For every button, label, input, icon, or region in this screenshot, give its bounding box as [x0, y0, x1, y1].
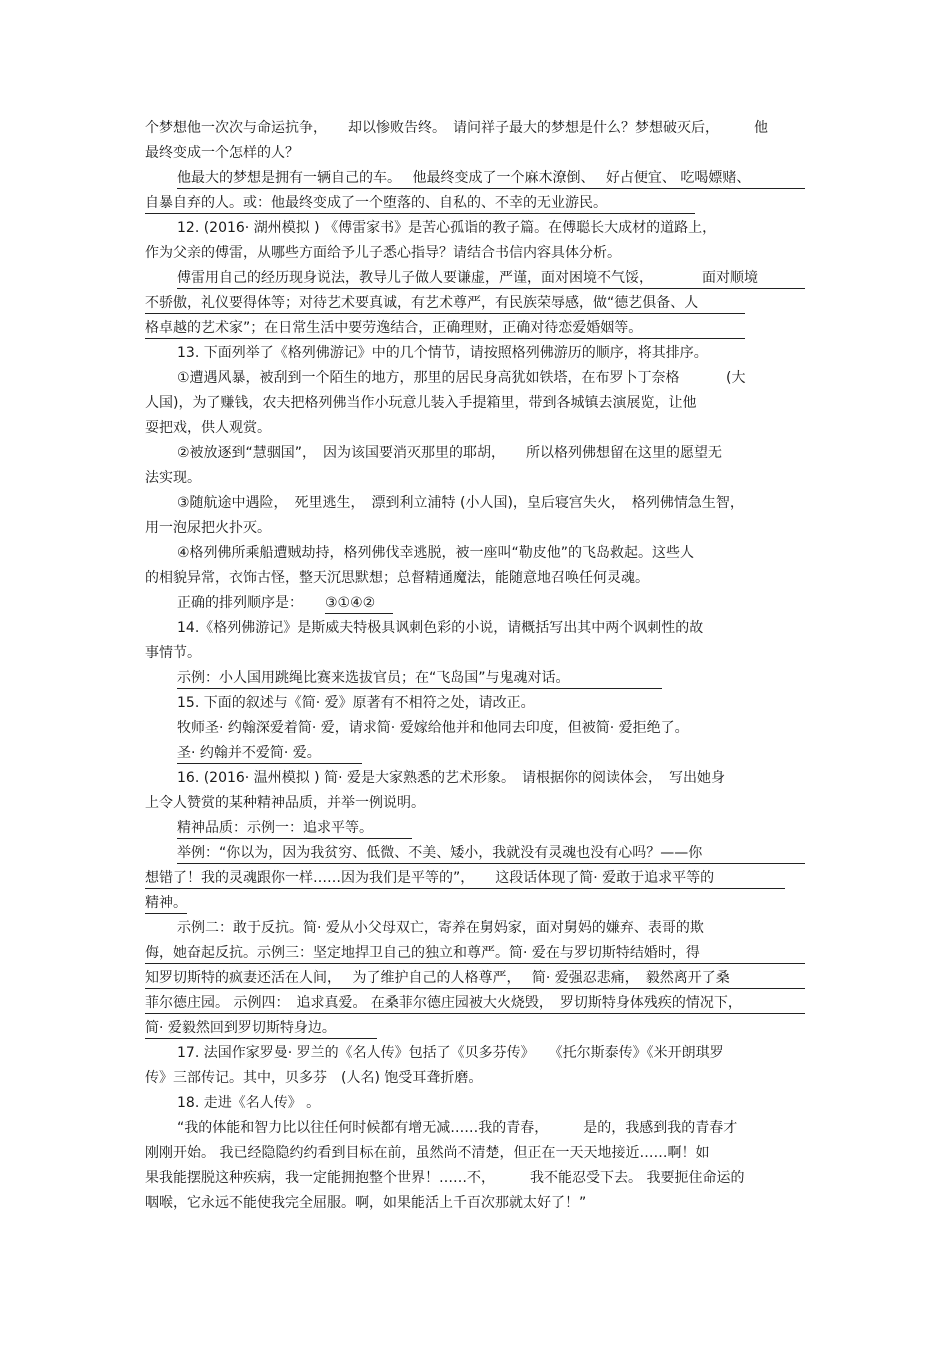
answer-line: 他最大的梦想是拥有一辆自己的车。 他最终变成了一个麻木潦倒、 好占便宜、 吃喝嫖赌、 — [177, 168, 805, 189]
question-14: 14.《格列佛游记》是斯威夫特极具讽刺色彩的小说，请概括写出其中两个讽刺性的故 — [177, 620, 704, 636]
answer-line: 想错了！我的灵魂跟你一样……因为我们是平等的”， 这段话体现了简· 爱敢于追求平等的 — [145, 868, 785, 889]
text-line: 牧师圣· 约翰深爱着简· 爱，请求简· 爱嫁给他并和他同去印度，但被简· 爱拒绝了。 — [177, 720, 689, 736]
text-line: 事情节。 — [145, 645, 201, 661]
text-line: 上令人赞赏的某种精神品质，并举一例说明。 — [145, 795, 425, 811]
text-line: ①遭遇风暴，被刮到一个陌生的地方，那里的居民身高犹如铁塔，在布罗卜丁奈格 (大 — [177, 370, 746, 386]
answer-line: 圣· 约翰并不爱简· 爱。 — [177, 743, 362, 764]
question-17: 17. 法国作家罗曼· 罗兰的《名人传》包括了《贝多芬传》 《托尔斯泰传》《米开朗琪罗 — [177, 1045, 724, 1061]
quote-line: 咽喉，它永远不能使我完全屈服。啊，如果能活上千百次那就太好了！” — [145, 1195, 587, 1211]
text-line: 耍把戏，供人观赏。 — [145, 420, 271, 436]
order-label: 正确的排列顺序是： — [177, 595, 303, 611]
answer-line: 精神品质：示例一：追求平等。 — [177, 818, 412, 839]
question-15: 15. 下面的叙述与《简· 爱》原著有不相符之处，请改正。 — [177, 695, 535, 711]
text-line: 传》三部传记。其中，贝多芬 (人名) 饱受耳聋折磨。 — [145, 1070, 483, 1086]
answer-line: 举例：“你以为，因为我贫穷、低微、不美、矮小，我就没有灵魂也没有心吗？——你 — [177, 843, 805, 864]
answer-line: 示例：小人国用跳绳比赛来选拔官员；在“飞岛国”与鬼魂对话。 — [177, 668, 662, 689]
text-line: 人国)，为了赚钱，农夫把格列佛当作小玩意儿装入手提箱里，带到各城镇去演展览，让他 — [145, 395, 697, 411]
quote-line: “我的体能和智力比以往任何时候都有增无减……我的青春， 是的，我感到我的青春才 — [177, 1120, 738, 1136]
text-line: ④格列佛所乘船遭贼劫持，格列佛伐幸逃脱，被一座叫“勒皮他”的飞岛救起。这些人 — [177, 545, 695, 561]
answer-line: 格卓越的艺术家”；在日常生活中要劳逸结合，正确理财，正确对待恋爱婚姻等。 — [145, 318, 745, 339]
answer-line: 知罗切斯特的疯妻还活在人间， 为了维护自己的人格尊严， 简· 爱强忍悲痛， 毅然离开了桑 — [145, 968, 805, 989]
text-line: 个梦想他一次次与命运抗争， 却以惨败告终。 请问祥子最大的梦想是什么？梦想破灭后， 他 — [145, 120, 768, 136]
question-13: 13. 下面列举了《格列佛游记》中的几个情节，请按照格列佛游历的顺序，将其排序。 — [177, 345, 708, 361]
question-12: 12. (2016· 湖州模拟 ) 《傅雷家书》是苦心孤诣的教子篇。在傅聪长大成材的道路上， — [177, 220, 717, 236]
answer-line: 简· 爱毅然回到罗切斯特身边。 — [145, 1018, 377, 1039]
text-line: 法实现。 — [145, 470, 201, 486]
text-line: 用一泡尿把火扑灭。 — [145, 520, 271, 536]
answer-line: 菲尔德庄园。 示例四： 追求真爱。 在桑菲尔德庄园被大火烧毁， 罗切斯特身体残疾的情况下， — [145, 993, 805, 1014]
text-line: 的相貌异常，衣饰古怪，整天沉思默想；总督精通魔法，能随意地召唤任何灵魂。 — [145, 570, 649, 586]
text-line: 示例二：敢于反抗。简· 爱从小父母双亡，寄养在舅妈家，面对舅妈的嫌弃、表哥的欺 — [177, 920, 704, 936]
answer-line: 侮，她奋起反抗。示例三：坚定地捍卫自己的独立和尊严。简· 爱在与罗切斯特结婚时，得 — [145, 943, 805, 964]
answer-line: 自暴自弃的人。或：他最终变成了一个堕落的、自私的、不幸的无业游民。 — [145, 193, 695, 214]
answer-line: 不骄傲，礼仪要得体等；对待艺术要真诚，有艺术尊严，有民族荣辱感，做“德艺俱备、人 — [145, 293, 745, 314]
order-answer: ③①④② — [325, 593, 393, 614]
text-line: ②被放逐到“慧骃国”， 因为该国要消灭那里的耶胡， 所以格列佛想留在这里的愿望无 — [177, 445, 723, 461]
question-18: 18. 走进《名人传》 。 — [177, 1095, 321, 1111]
answer-line: 精神。 — [145, 893, 187, 914]
answer-line: 傅雷用自己的经历现身说法，教导儿子做人要谦虚，严谨，面对困境不气馁， 面对顺境 — [177, 268, 805, 289]
quote-line: 果我能摆脱这种疾病，我一定能拥抱整个世界！……不， 我不能忍受下去。 我要扼住命运的 — [145, 1170, 745, 1186]
text-line: ③随航途中遇险， 死里逃生， 漂到利立浦特 (小人国)，皇后寝宫失火， 格列佛情急生智， — [177, 495, 744, 511]
quote-line: 刚刚开始。 我已经隐隐约约看到目标在前，虽然尚不清楚，但正在一天天地接近……啊！如 — [145, 1145, 710, 1161]
question-16: 16. (2016· 温州模拟 ) 简· 爱是大家熟悉的艺术形象。 请根据你的阅读体会， 写出她身 — [177, 770, 725, 786]
text-line: 最终变成一个怎样的人？ — [145, 145, 299, 161]
text-line: 作为父亲的傅雷，从哪些方面给予儿子悉心指导？请结合书信内容具体分析。 — [145, 245, 621, 261]
